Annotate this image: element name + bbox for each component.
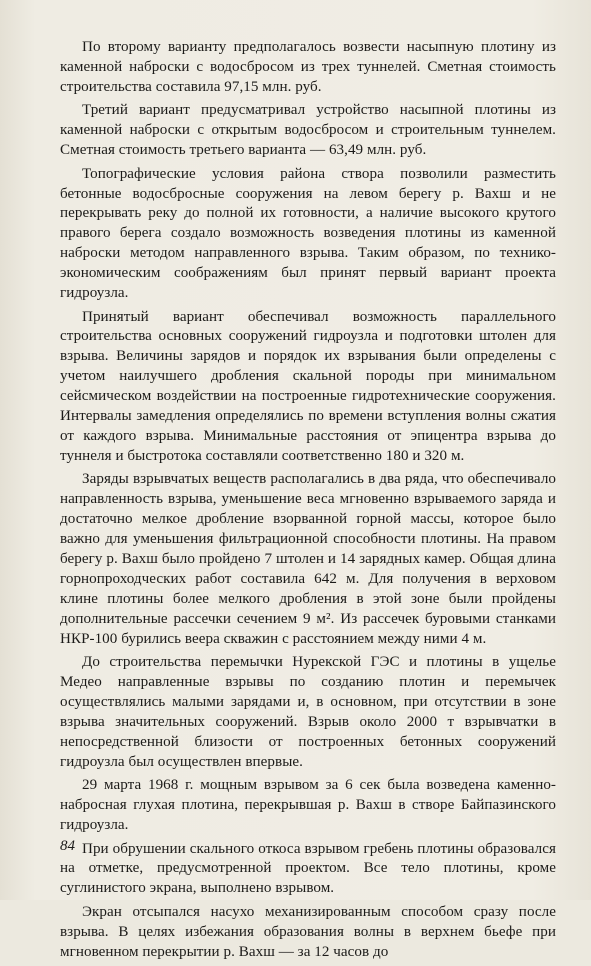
paragraph: 29 марта 1968 г. мощным взрывом за 6 сек была возведена каменно-набросная глухая плотина, перекрывшая р. Вахш в створе Байпазинского гидроузла. xyxy=(60,777,556,833)
paragraph: При обрушении скального откоса взрывом гребень плотины образовался на отметке, предусмотренной проектом. Все тело плотины, кроме суглинистого экрана, выполнено взрывом. xyxy=(60,840,556,897)
paragraph: До строительства перемычки Нурекской ГЭС и плотины в ущелье Медео направленные взрывы по созданию плотин и перемычек осуществлялись малыми зарядами и, в основном, при отсутствии в зоне взрыва значительных сооружений. Взрыв около 2000 т взрывчатки в непосредственной близости от построенных бетонных сооружений гидроузла был осуществлен впервые. xyxy=(60,654,556,770)
paragraph: Экран отсыпался насухо механизированным способом сразу после взрыва. В целях избежания образования волны в верхнем бьефе при мгновенном перекрытии р. Вахш — за 12 часов до xyxy=(60,903,556,960)
paragraph: По второму варианту предполагалось возвести насыпную плотину из каменной наброски с водосбросом из трех туннелей. Сметная стоимость строительства составила 97,15 млн. руб. xyxy=(60,39,556,95)
paragraph: Третий вариант предусматривал устройство насыпной плотины из каменной наброски с открытым водосбросом и строительным туннелем. Сметная стоимость третьего варианта — 63,49 млн. руб. xyxy=(60,102,556,159)
body-text xyxy=(60,38,556,966)
paragraph: Заряды взрывчатых веществ располагались в два ряда, что обеспечивало направленность взрыва, уменьшение веса мгновенно взрываемого заряда и достаточно мелкое дробление взорванной горной массы, которое было важно для уменьшения фильтрационной способности плотины. На правом берегу р. Вахш было пройдено 7 штолен и 14 зарядных камер. Общая длина горнопроходческих работ составила 642 м. Для получения в верховом клине плотины более мелкого дробления в этой зоне были пройдены дополнительные рассечки сечением 9 м². Из рассечек буровыми станками НКР-100 бурились веера скважин с расстоянием между ними 4 м. xyxy=(60,471,556,647)
paragraph: Топографические условия района створа позволили разместить бетонные водосбросные сооружения на левом берегу р. Вахш и не перекрывать реку до полной их готовности, а наличие высокого крутого правого берега создало возможность возведения плотины из каменной наброски методом направленного взрыва. Таким образом, по технико-экономическим соображениям был принят первый вариант проекта гидроузла. xyxy=(60,165,556,302)
paragraph: Принятый вариант обеспечивал возможность параллельного строительства основных сооружений гидроузла и подготовки штолен для взрыва. Величины зарядов и порядок их взрывания были определены с учетом наилучшего дробления скальной породы при минимальном сейсмическом воздействии на построенные гидротехнические сооружения. Интервалы замедления определялись по времени вступления волны сжатия от каждого взрыва. Минимальные расстояния от эпицентра взрыва до туннеля и быстротока составляли соответственно 180 и 320 м. xyxy=(60,308,556,464)
page-number: 84 xyxy=(60,838,75,854)
